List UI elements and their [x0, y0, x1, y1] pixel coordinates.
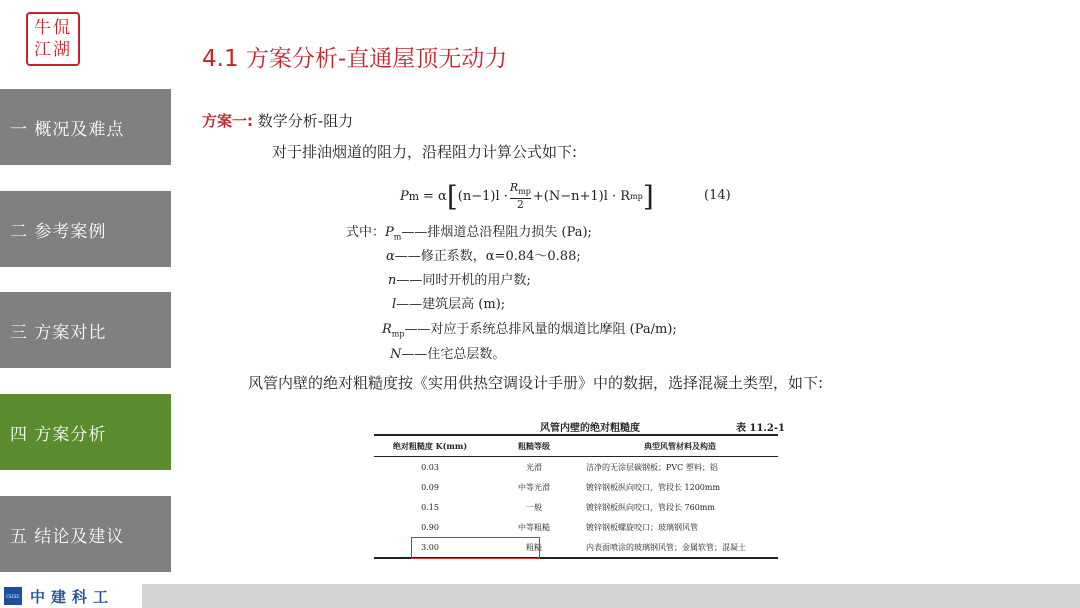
def-desc: ——排烟道总沿程阻力损失 (Pa); — [401, 225, 592, 240]
footer-bar — [0, 584, 1080, 608]
table-caption: 风管内壁的绝对粗糙度 — [540, 423, 640, 434]
def-desc: ——同时开机的用户数; — [396, 273, 531, 288]
def-desc: ——对应于系统总排风量的烟道比摩阻 (Pa/m); — [404, 322, 677, 337]
company-logo-icon: CSCEC — [4, 587, 22, 605]
table-cell: 0.03 — [421, 462, 439, 472]
def-row-pm — [346, 221, 592, 242]
table-row — [374, 517, 778, 537]
bracket-close-icon: ] — [642, 179, 654, 213]
def-symbol: R — [382, 322, 392, 337]
table-cell: 镀锌钢板纵向咬口，管段长 1200mm — [586, 482, 721, 492]
frac-numerator: R — [509, 181, 519, 194]
table-cell: 0.90 — [421, 522, 439, 532]
table-header-row — [374, 435, 778, 457]
def-row-l — [392, 293, 505, 312]
formula-part3-sub: mp — [630, 192, 643, 202]
section-text: 数学分析-阻力 — [257, 112, 354, 130]
def-desc: ——修正系数，α=0.84～0.88; — [394, 249, 581, 264]
formula-number: (14) — [704, 188, 731, 203]
table-cell: 一般 — [526, 502, 542, 512]
intro-text: 对于排油烟道的阻力，沿程阻力计算公式如下: — [272, 143, 578, 161]
def-symbol-sub: mp — [391, 329, 405, 339]
section-heading — [202, 110, 353, 131]
formula-part3: +(N−n+1)l · R — [532, 189, 631, 205]
formula-part1: = α — [423, 189, 447, 205]
section-label: 方案一: — [202, 112, 253, 130]
table-cell: 3.00 — [421, 542, 439, 552]
page-title: 4.1 方案分析-直通屋顶无动力 — [202, 46, 508, 72]
sidebar-item-plan-comparison[interactable]: 三 方案对比 — [0, 292, 171, 368]
formula — [400, 179, 654, 213]
table-cell: 内表面喷涂的玻璃钢风管；金属软管；混凝土 — [586, 542, 746, 552]
formula-lhs-sub: m — [408, 190, 420, 204]
table-cell: 镀锌钢板螺旋咬口；玻璃钢风管 — [586, 522, 698, 532]
table-cell: 粗糙 — [526, 542, 542, 552]
formula-fraction — [510, 182, 531, 211]
table-header: 典型风管材料及构造 — [644, 440, 716, 451]
frac-denominator: 2 — [516, 198, 524, 212]
logo — [26, 12, 80, 66]
table-number: 表 11.2-1 — [736, 423, 785, 434]
footer-brand — [0, 584, 142, 608]
formula-lhs: P — [400, 189, 409, 205]
table-cell: 光滑 — [526, 462, 542, 472]
bracket-open-icon: [ — [446, 179, 458, 213]
frac-numerator-sub: mp — [518, 187, 531, 197]
def-symbol: n — [388, 273, 397, 288]
table-cell: 0.15 — [421, 502, 439, 512]
table-row — [374, 457, 778, 478]
sidebar-item-plan-analysis[interactable]: 四 方案分析 — [0, 394, 171, 470]
sidebar-item-conclusion[interactable]: 五 结论及建议 — [0, 496, 171, 572]
table-cell: 中等光滑 — [518, 482, 550, 492]
table-row — [374, 477, 778, 497]
sidebar-item-overview[interactable]: 一 概况及难点 — [0, 89, 171, 165]
def-symbol: P — [385, 225, 394, 240]
def-row-n — [388, 269, 531, 288]
def-symbol-sub: m — [393, 232, 402, 242]
table-header: 绝对粗糙度 K(mm) — [392, 440, 468, 451]
def-row-alpha — [386, 245, 581, 264]
sidebar-item-reference-cases[interactable]: 二 参考案例 — [0, 191, 171, 267]
logo-line-1: 牛侃 — [34, 18, 72, 38]
highlight-box — [411, 537, 540, 559]
def-lead: 式中： — [346, 225, 386, 240]
table-cell: 0.09 — [421, 482, 439, 492]
def-symbol: α — [386, 249, 395, 264]
company-name: 中建科工 — [30, 587, 115, 606]
note-text: 风管内壁的绝对粗糙度按《实用供热空调设计手册》中的数据，选择混凝土类型，如下: — [248, 374, 824, 392]
def-symbol: N — [390, 347, 402, 362]
logo-line-2: 江湖 — [34, 40, 72, 60]
table-cell: 镀锌钢板纵向咬口，管段长 760mm — [586, 502, 715, 512]
def-symbol: l — [392, 297, 397, 312]
def-row-N — [390, 343, 505, 362]
table-row — [374, 497, 778, 517]
table-header: 粗糙等级 — [518, 440, 550, 451]
table-cell: 中等粗糙 — [518, 522, 550, 532]
def-desc: ——住宅总层数。 — [401, 347, 506, 362]
table-cell: 洁净的无涂层碳钢板；PVC 塑料；铝 — [586, 462, 718, 472]
formula-part2: (n−1)l · — [457, 189, 508, 205]
def-desc: ——建筑层高 (m); — [396, 297, 506, 312]
def-row-rmp — [382, 318, 677, 339]
